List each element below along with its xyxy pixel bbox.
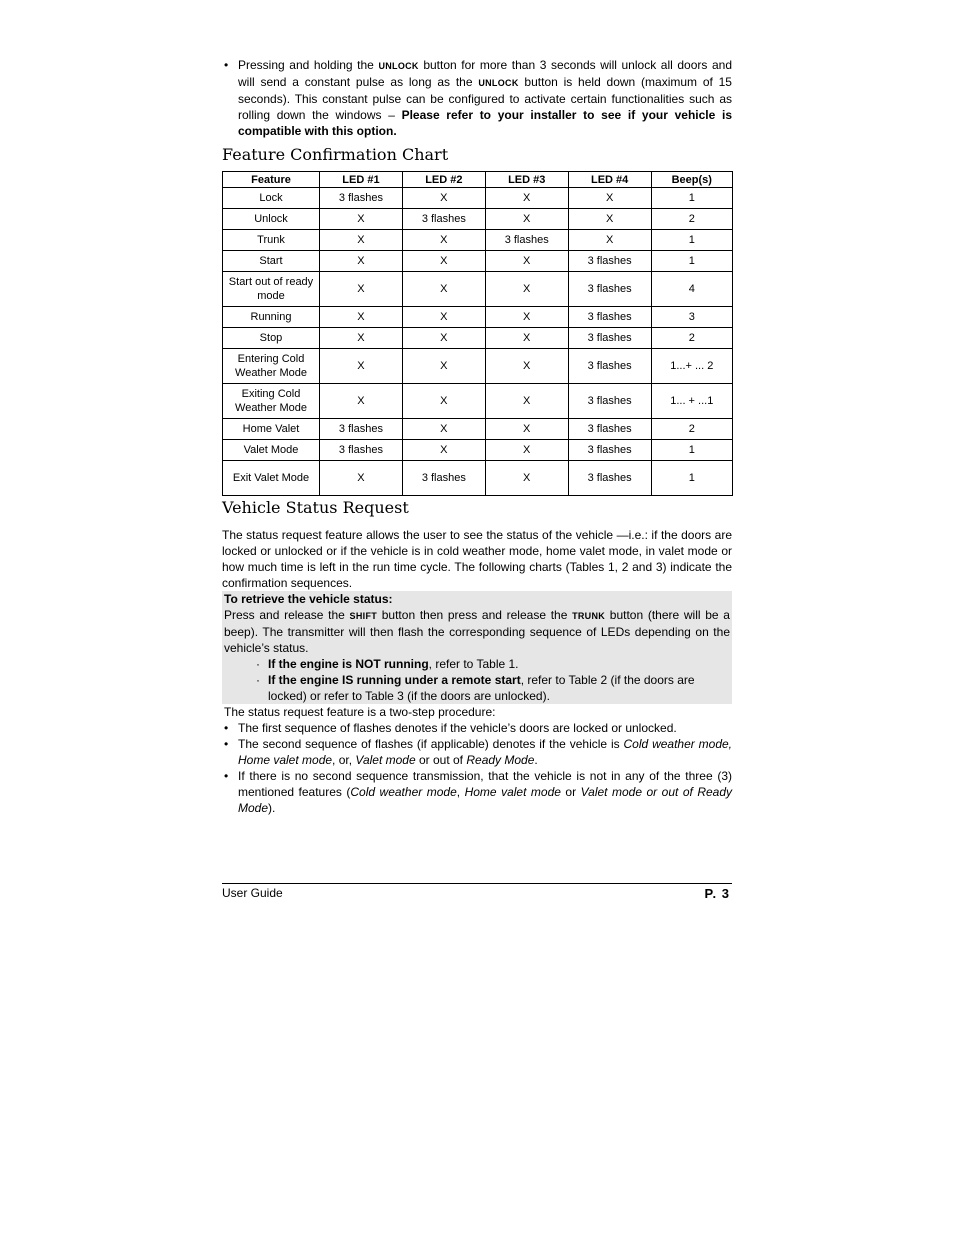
key-label: UNLOCK [378, 61, 419, 71]
text-run: ). [268, 801, 276, 815]
footer [222, 886, 732, 900]
bullet-icon: • [224, 721, 229, 735]
table-body [223, 188, 733, 496]
chart-wrap [222, 171, 732, 496]
table-cell: 3 flashes [320, 440, 403, 461]
first-sequence-bullet [222, 720, 732, 736]
table-cell: 1 [651, 461, 732, 496]
table-cell: X [402, 230, 485, 251]
table-cell: X [402, 307, 485, 328]
small-bullet-icon: · [256, 673, 260, 687]
key-label: SHIFT [349, 611, 378, 621]
status-heading: Vehicle Status Request [222, 498, 409, 517]
table-cell: X [402, 419, 485, 440]
bullet-icon: • [224, 769, 229, 783]
table-row [223, 440, 733, 461]
feature-cell: Entering Cold Weather Mode [223, 349, 320, 384]
feature-cell: Start out of ready mode [223, 272, 320, 307]
two-step-text: The status request feature is a two-step procedure: [224, 705, 496, 719]
table-cell: X [320, 230, 403, 251]
table-cell: 3 [651, 307, 732, 328]
italic-run: Home valet mode [464, 785, 561, 799]
table-cell: 3 flashes [568, 349, 651, 384]
table-cell: 3 flashes [568, 272, 651, 307]
table-cell: X [320, 349, 403, 384]
bullet-icon: • [224, 58, 229, 72]
italic-run: Valet mode [355, 753, 416, 767]
no-second-sequence-bullet [222, 768, 732, 816]
sub-bullet-table1 [224, 656, 730, 672]
box-title: To retrieve the vehicle status: [224, 592, 393, 606]
table-row [223, 384, 733, 419]
text-run: If there is no second sequence transmission, that the vehicle is not in any of the three (3) mentioned features ( [238, 769, 732, 799]
table-cell: X [485, 328, 568, 349]
bold-run: If the engine is NOT running [268, 657, 429, 671]
table-cell: 4 [651, 272, 732, 307]
table-cell: 3 flashes [568, 307, 651, 328]
feature-cell: Home Valet [223, 419, 320, 440]
text-run: The first sequence of flashes denotes if the vehicle’s doors are locked or unlocked. [238, 721, 677, 735]
table-cell: X [320, 461, 403, 496]
footer-rule [222, 883, 732, 884]
table-cell: 3 flashes [485, 230, 568, 251]
table-cell: X [402, 251, 485, 272]
table-cell: 1 [651, 251, 732, 272]
text-run: button for more than 3 seconds will unlock all doors and will send a constant pulse as long as the [238, 58, 732, 89]
bold-note: Please refer to your installer to see if your vehicle is compatible with this option. [238, 108, 733, 138]
retrieve-status-box [222, 591, 732, 704]
table-cell: 3 flashes [568, 328, 651, 349]
table-cell: X [402, 272, 485, 307]
header-cell: Feature [223, 172, 320, 188]
table-cell: X [485, 209, 568, 230]
bullet-icon: • [224, 737, 229, 751]
chart-heading-wrap [222, 145, 732, 164]
table-cell: X [485, 251, 568, 272]
intro-section [222, 57, 732, 139]
text-run: The second sequence of flashes (if applicable) denotes if the vehicle is [238, 737, 624, 751]
second-sequence-bullet [222, 736, 732, 768]
table-cell: 1...+ ... 2 [651, 349, 732, 384]
table-cell: 1... + ...1 [651, 384, 732, 419]
status-section [222, 498, 732, 816]
table-cell: X [568, 188, 651, 209]
header-cell: LED #4 [568, 172, 651, 188]
small-bullet-icon: · [256, 657, 260, 671]
table-cell: X [402, 328, 485, 349]
table-cell: X [568, 209, 651, 230]
text-run: , refer to Table 1. [428, 657, 519, 671]
table-cell: 3 flashes [402, 461, 485, 496]
bold-run: If the engine IS running under a remote start [268, 673, 521, 687]
table-cell: 2 [651, 209, 732, 230]
feature-cell: Running [223, 307, 320, 328]
feature-confirmation-table [222, 171, 733, 496]
chart-heading: Feature Confirmation Chart [222, 145, 449, 164]
text-run: button then press and release the [377, 608, 573, 622]
table-cell: 1 [651, 230, 732, 251]
table-cell: 3 flashes [320, 419, 403, 440]
table-cell: X [485, 440, 568, 461]
table-cell: 3 flashes [568, 440, 651, 461]
feature-cell: Valet Mode [223, 440, 320, 461]
table-cell: X [320, 251, 403, 272]
text-run: button (there will be a beep). The transmitter will then flash the corresponding sequence of LEDs depending on the vehicle’s status. [224, 608, 730, 655]
feature-cell: Exiting Cold Weather Mode [223, 384, 320, 419]
table-row [223, 272, 733, 307]
table-cell: X [320, 209, 403, 230]
table-cell: X [320, 307, 403, 328]
table-cell: X [485, 384, 568, 419]
table-cell: 3 flashes [320, 188, 403, 209]
text-run: Press and release the [224, 608, 350, 622]
text-run: . [534, 753, 538, 767]
table-cell: 3 flashes [568, 384, 651, 419]
box-instructions [224, 607, 730, 656]
sub-bullet-table2-3 [224, 672, 730, 704]
table-cell: 2 [651, 328, 732, 349]
text-run: button is held down (maximum of 15 seconds). This constant pulse can be configured to activate certain functionalities such as rolling down the windows – [238, 75, 732, 122]
italic-run: Valet mode or out of Ready Mode [238, 785, 733, 815]
key-label: TRUNK [572, 611, 606, 621]
footer-left: User Guide [222, 886, 283, 900]
table-cell: X [402, 349, 485, 384]
text-run: or [560, 785, 581, 799]
table-row [223, 328, 733, 349]
text-run: or out of [415, 753, 467, 767]
table-row [223, 209, 733, 230]
table-cell: 3 flashes [568, 419, 651, 440]
table-cell: X [485, 461, 568, 496]
table-cell: 1 [651, 440, 732, 461]
table-cell: X [485, 188, 568, 209]
table-cell: 1 [651, 188, 732, 209]
feature-cell: Trunk [223, 230, 320, 251]
italic-run: Ready Mode [466, 753, 535, 767]
table-cell: X [320, 328, 403, 349]
table-cell: X [402, 440, 485, 461]
unlock-bullet [222, 57, 732, 139]
italic-run: Cold weather mode, Home valet mode [238, 737, 733, 767]
key-label: UNLOCK [478, 78, 519, 88]
table-cell: 3 flashes [402, 209, 485, 230]
text-run: , refer to Table 2 (if the doors are locked) or refer to Table 3 (if the doors are unlocked). [268, 673, 695, 703]
table-cell: 3 flashes [568, 461, 651, 496]
header-cell: LED #3 [485, 172, 568, 188]
feature-cell: Unlock [223, 209, 320, 230]
page-number: P. 3 [704, 886, 730, 901]
text-run: , [456, 785, 465, 799]
header-cell: Beep(s) [651, 172, 732, 188]
table-cell: X [402, 384, 485, 419]
table-cell: X [485, 272, 568, 307]
feature-cell: Stop [223, 328, 320, 349]
table-row [223, 349, 733, 384]
table-cell: X [485, 349, 568, 384]
table-cell: X [320, 384, 403, 419]
table-row [223, 461, 733, 496]
table-cell: 2 [651, 419, 732, 440]
text-run: Pressing and holding the [238, 58, 379, 72]
feature-cell: Start [223, 251, 320, 272]
table-cell: X [485, 307, 568, 328]
status-intro: The status request feature allows the user to see the status of the vehicle —i.e.: if the doors are locked or unlocked or if the vehicle is in cold weather mode, home valet mode, in valet mode or how much time is left in the run time cycle. The following charts (Tables 1, 2 and 3) indicate the confirmation sequences. [222, 528, 732, 590]
feature-cell: Exit Valet Mode [223, 461, 320, 496]
header-cell: LED #2 [402, 172, 485, 188]
table-row [223, 307, 733, 328]
table-cell: X [568, 230, 651, 251]
table-header-row [223, 172, 733, 188]
table-cell: X [320, 272, 403, 307]
table-cell: X [485, 419, 568, 440]
italic-run: Cold weather mode [350, 785, 457, 799]
table-row [223, 251, 733, 272]
text-run: , or, [332, 753, 356, 767]
table-row [223, 188, 733, 209]
table-row [223, 230, 733, 251]
table-cell: X [402, 188, 485, 209]
table-cell: 3 flashes [568, 251, 651, 272]
header-cell: LED #1 [320, 172, 403, 188]
table-row [223, 419, 733, 440]
feature-cell: Lock [223, 188, 320, 209]
